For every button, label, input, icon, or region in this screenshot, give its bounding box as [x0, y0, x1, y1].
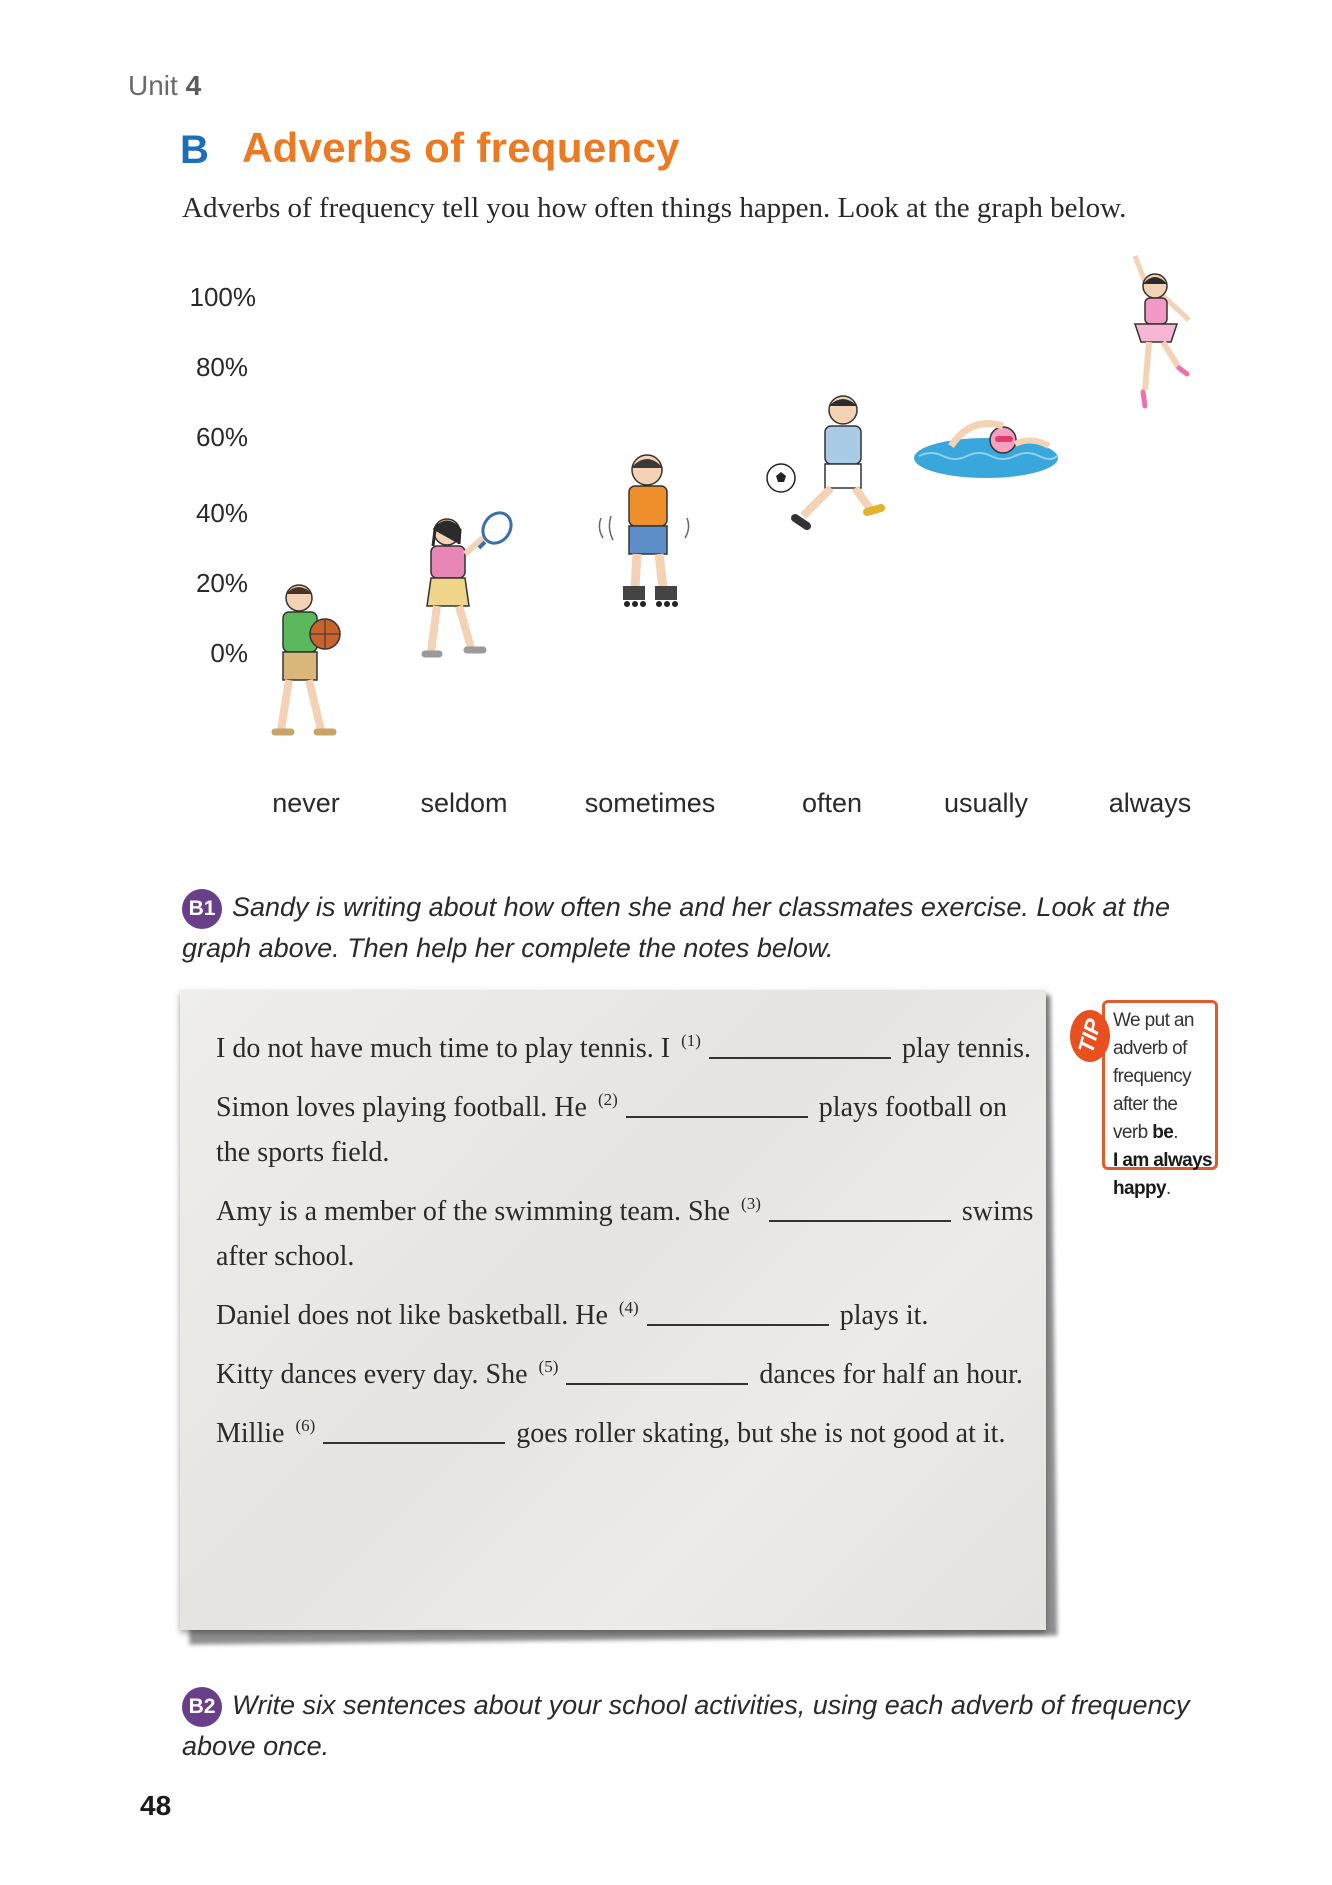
tip-text: We put an adverb of frequency after the verb — [1113, 1010, 1194, 1143]
tip-badge — [1070, 1010, 1110, 1062]
unit-label — [128, 70, 201, 102]
intro-text: Adverbs of frequency tell you how often things happen. Look at the graph below. — [182, 192, 1127, 224]
note-item — [216, 1085, 1036, 1175]
b2-badge: B2 — [182, 1687, 222, 1727]
figure-boy-basketball — [261, 580, 351, 750]
note-text-after: swims after school. — [216, 1196, 1034, 1272]
x-category-label: never — [272, 788, 340, 818]
note-text-before: Amy is a member of the swimming team. She — [216, 1196, 731, 1227]
section-title: Adverbs of frequency — [242, 124, 680, 171]
blank-number: (1) — [681, 1031, 701, 1050]
note-item — [216, 1026, 1036, 1071]
answer-blank[interactable] — [626, 1090, 808, 1118]
y-tick-label: 40% — [195, 498, 248, 528]
note-text-before: Simon loves playing football. He — [216, 1092, 587, 1123]
blank-number: (4) — [618, 1298, 639, 1317]
figure-girl-swimming — [911, 406, 1061, 486]
note-text-before: Millie — [216, 1418, 285, 1449]
note-text-after: play tennis. — [901, 1033, 1032, 1064]
answer-blank[interactable] — [323, 1416, 505, 1444]
y-tick-label: 80% — [195, 352, 248, 382]
blank-number: (5) — [538, 1357, 559, 1376]
note-item — [216, 1189, 1036, 1279]
tip-badge-label: TIP — [1073, 1016, 1107, 1056]
answer-blank[interactable] — [647, 1298, 829, 1326]
x-category-label: often — [801, 788, 863, 818]
note-text-after: dances for half an hour. — [759, 1359, 1023, 1390]
blank-number: (2) — [597, 1090, 618, 1109]
note-text-before: Kitty dances every day. She — [216, 1359, 528, 1390]
note-text-after: plays it. — [839, 1300, 929, 1331]
section-letter: B — [180, 128, 209, 172]
answer-blank[interactable] — [566, 1357, 748, 1385]
note-item — [216, 1411, 1036, 1456]
y-tick-label: 0% — [210, 638, 248, 668]
tip-bold-verb: be — [1152, 1122, 1174, 1143]
blank-number: (6) — [295, 1416, 316, 1435]
note-item — [216, 1293, 1036, 1338]
figure-boy-roller-skating — [595, 448, 705, 618]
note-text-after: plays football on the sports field. — [216, 1092, 1007, 1168]
figure-boy-football — [767, 392, 897, 552]
b1-instruction — [182, 888, 1242, 967]
unit-number: 4 — [185, 70, 202, 101]
notes-list — [216, 1026, 1036, 1470]
figure-girl-ballet — [1105, 250, 1195, 420]
x-category-label: seldom — [420, 788, 508, 818]
answer-blank[interactable] — [769, 1194, 951, 1222]
unit-word: Unit — [128, 70, 178, 101]
b2-text: Write six sentences about your school activities, using each adverb of frequency above once. — [182, 1690, 1190, 1761]
note-text-before: Daniel does not like basketball. He — [216, 1300, 608, 1331]
answer-blank[interactable] — [709, 1031, 891, 1059]
blank-number: (3) — [741, 1194, 761, 1213]
y-tick-label: 20% — [195, 568, 248, 598]
note-text-after: goes roller skating, but she is not good at it. — [516, 1418, 1006, 1449]
y-tick-label: 60% — [195, 422, 248, 452]
tip-example-end: . — [1165, 1178, 1171, 1199]
note-item — [216, 1352, 1036, 1397]
b1-badge: B1 — [182, 889, 222, 929]
x-category-label: sometimes — [584, 788, 716, 818]
tip-example: I am always happy — [1113, 1150, 1213, 1199]
y-tick-label: 100% — [189, 282, 256, 312]
b2-instruction — [182, 1686, 1242, 1765]
x-category-label: always — [1108, 788, 1192, 818]
tip-period: . — [1173, 1122, 1178, 1143]
b1-text: Sandy is writing about how often she and her classmates exercise. Look at the graph above. Then help her complete the notes below. — [182, 892, 1171, 963]
figure-girl-tennis — [409, 514, 519, 684]
x-category-label: usually — [943, 788, 1029, 818]
note-text-before: I do not have much time to play tennis. I — [216, 1033, 671, 1064]
page-number: 48 — [140, 1790, 172, 1821]
